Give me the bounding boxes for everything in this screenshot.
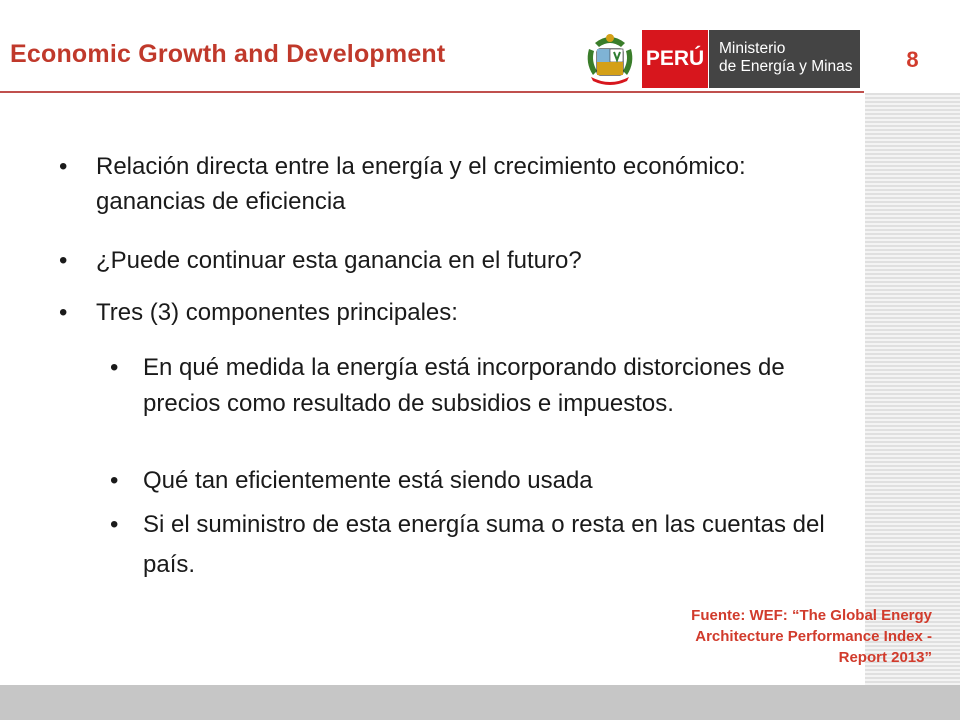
ministry-logo: [709, 30, 860, 88]
sub-bullet-text: En qué medida la energía está incorporando distorciones de precios como resultado de subsidios e impuestos.: [143, 354, 785, 417]
bullet-marker: •: [59, 247, 68, 274]
peru-logo: [642, 30, 708, 88]
side-stripe-panel: [865, 93, 960, 685]
sub-bullet-item: [110, 505, 843, 585]
ministry-line-2: de Energía y Minas: [719, 58, 853, 75]
bullet-marker: •: [110, 511, 119, 538]
sub-bullet-text: Si el suministro de esta energía suma o resta en las cuentas del país.: [143, 511, 825, 578]
sub-bullet-item: [110, 463, 833, 498]
bullet-marker: •: [110, 354, 119, 381]
page-number: 8: [865, 29, 960, 90]
peru-coat-of-arms-icon: [583, 29, 637, 87]
ministry-line-1: Ministerio: [719, 40, 786, 57]
bullet-item: [59, 243, 816, 278]
sub-bullet-text: Qué tan eficientemente está siendo usada: [143, 467, 593, 494]
bullet-item: [59, 295, 816, 330]
source-citation: [600, 605, 932, 668]
bullet-marker: •: [59, 153, 68, 180]
page-title: Economic Growth and Development: [10, 40, 446, 68]
source-line-3: Report 2013”: [838, 649, 932, 666]
bullet-text: Tres (3) componentes principales:: [96, 299, 458, 326]
source-line-1: Fuente: WEF: “The Global Energy: [691, 607, 932, 624]
bullet-text: ¿Puede continuar esta ganancia en el futuro?: [96, 247, 582, 274]
bullet-marker: •: [59, 299, 68, 326]
bullet-marker: •: [110, 467, 119, 494]
logo-country-text: PERÚ: [645, 47, 705, 70]
bullet-text: Relación directa entre la energía y el crecimiento económico: ganancias de eficiencia: [96, 153, 746, 215]
bullet-item: [59, 149, 816, 219]
title-divider: [0, 91, 864, 93]
footer-band: [0, 685, 960, 720]
sub-bullet-item: [110, 350, 833, 422]
source-line-2: Architecture Performance Index -: [695, 628, 932, 645]
